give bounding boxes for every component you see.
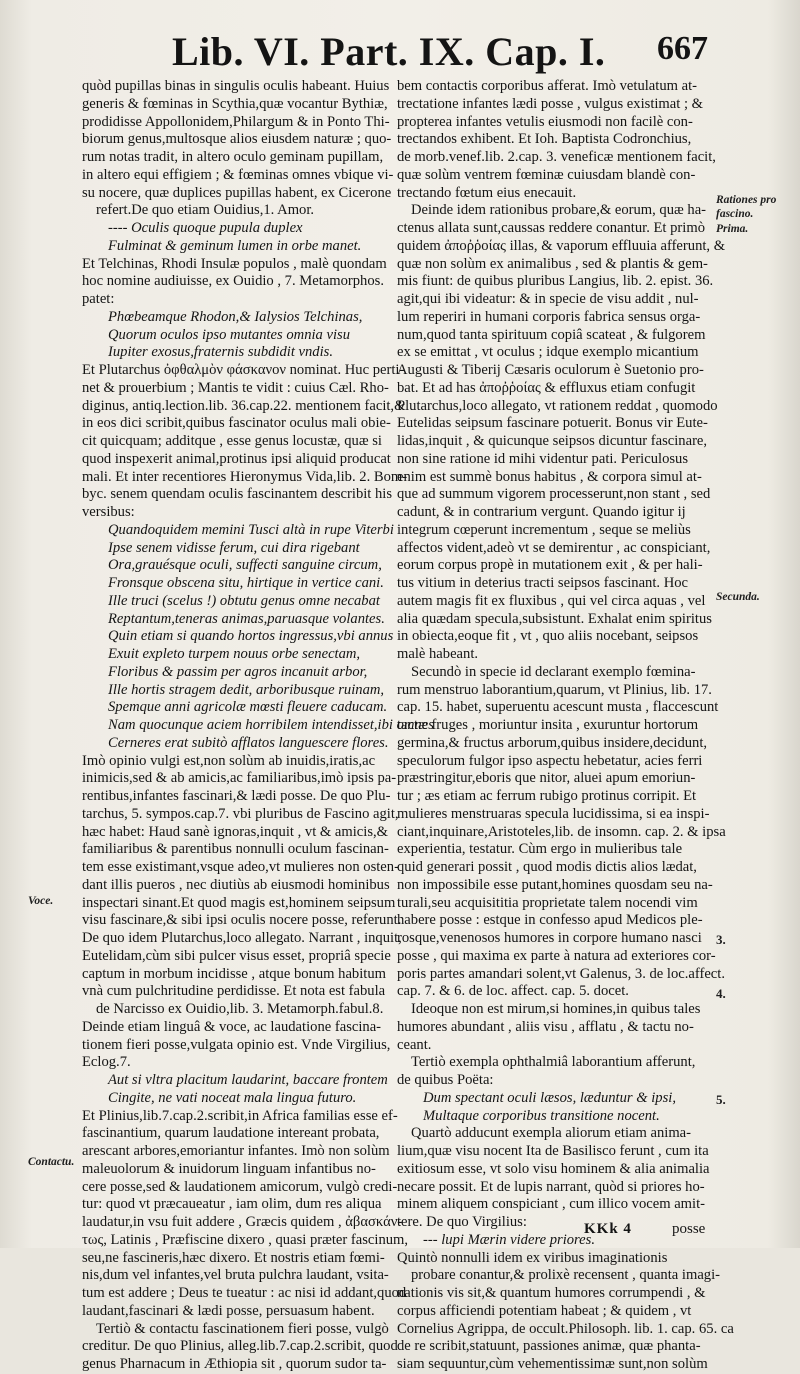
left-column-line: Ille truci (scelus !) obtutu genus omne necabat bbox=[108, 592, 380, 609]
left-column-line: genus Pharnacum in Æthiopia sit , quorum sudor ta- bbox=[82, 1356, 387, 1372]
right-column-line: --- lupi Mærin videre priores. bbox=[423, 1231, 595, 1248]
right-column-line: eorum corpus propè in mutationem exit , & per hali- bbox=[397, 557, 703, 574]
left-column-line: Ipse senem vidisse ferum, cui dira rigebant bbox=[108, 539, 360, 556]
left-column-line: Deinde etiam linguâ & voce, ac laudatione fascina- bbox=[82, 1018, 382, 1035]
left-column-line: Eutelidam,cùm sibi pulcer visus esset, propriâ specie bbox=[82, 947, 391, 964]
page-header bbox=[150, 26, 710, 76]
left-column-line: Spemque anni agricolæ mœsti fleuere caducam. bbox=[108, 699, 388, 716]
right-column-line: Eutelidas seipsum fascinare potuerit. Bonus vir Eute- bbox=[397, 415, 708, 432]
left-column-line: Iupiter exosus,fraternis subdidit vndis. bbox=[108, 344, 333, 361]
left-column-line: in eos dici scribit,quibus fascinator oculus mali obie- bbox=[82, 415, 391, 432]
left-column-line: Exuit expleto turpem nouus orbe senectam, bbox=[108, 646, 361, 662]
left-column-line: seu,ne fascineris,hæc dixero. Et nostris etiam fœmi- bbox=[82, 1249, 385, 1266]
left-column-line: familiaribus & parentibus nonnulli oculum fascinan- bbox=[82, 841, 389, 858]
left-column-line: τως, Latinis , Præfiscine dixero , quasi præter fascinum, bbox=[82, 1231, 409, 1248]
margin-note-voce: Voce. bbox=[28, 895, 54, 907]
right-column-line: de re scribit,statuunt, passiones animæ, quæ phanta- bbox=[397, 1338, 701, 1355]
right-column-line: experientia, testatur. Cùm ergo in mulieribus tale bbox=[397, 841, 683, 858]
left-column-line: Reptantum,teneras animas,paruasque volantes. bbox=[108, 610, 385, 627]
left-column-line: fascinantium, quarum laudatione intereant probata, bbox=[82, 1125, 380, 1142]
margin-note-rationes: Rationes pro fascino. bbox=[716, 194, 777, 220]
right-column-line: necare possit. Et de lupis narrant, quòd si priores ho- bbox=[397, 1178, 705, 1195]
right-column-line: exitiosum esse, vt solo visu hominem & alia animalia bbox=[397, 1160, 710, 1177]
right-column-line: Tertiò exempla ophthalmiâ laborantium afferunt, bbox=[411, 1054, 696, 1071]
left-column-line: Tertiò & contactu fascinationem fieri posse, vulgò bbox=[96, 1320, 389, 1337]
right-column-line: Quartò adducunt exempla aliorum etiam anima- bbox=[411, 1125, 692, 1142]
left-column-line: hoc nomine audiuisse, ex Ouidio , 7. Metamorphos. bbox=[82, 273, 384, 290]
right-column-line: minem aliquem conspiciant , cum illico vocem amit- bbox=[397, 1196, 706, 1213]
left-column-line: arescant arbores,emoriantur infantes. Imò non solùm bbox=[82, 1143, 390, 1159]
right-column-line: speculorum fulgor ipso aspectu hebetatur, acies ferri bbox=[397, 752, 703, 769]
left-column-line: rum notas tradit, in altero oculo geminam pupillam, bbox=[82, 149, 384, 165]
right-column-line: ceant. bbox=[397, 1036, 432, 1053]
left-column-line: quod inspexerit animal,protinus ipsi aliquid producat bbox=[82, 450, 391, 467]
right-column-line: habere posse : estque in confesso apud Medicos ple- bbox=[397, 912, 703, 929]
right-column-line: lidas,inquit , & quicunque seipsos dicuntur fascinare, bbox=[397, 433, 708, 449]
right-column-line: trectandos exhibent. Et Ioh. Baptista Codronchius, bbox=[397, 131, 692, 148]
left-column-line: mali. Et inter recentiores Hieronymus Vida,lib. 2. Bom- bbox=[82, 468, 408, 485]
left-column-line: Et Plutarchus ὀφθαλμὸν φάσκανον nominat. Huc perti- bbox=[82, 362, 405, 378]
right-column-line: Dum spectant oculi læsos, læduntur & ipsi, bbox=[423, 1089, 676, 1106]
left-column-line: inspectari sinant.Et quod magis est,hominem seipsum bbox=[82, 894, 396, 911]
left-column-line: Phœbeamque Rhodon,& Ialysios Telchinas, bbox=[108, 308, 363, 325]
left-column-line: creditur. De quo Plinius, alleg.lib.7.cap.2.scribit, quod bbox=[82, 1338, 398, 1355]
right-column-line: præstringitur,eboris que nitor, aluei apum emoriun- bbox=[397, 770, 696, 787]
right-column-line: quæ non solùm ex animalibus , sed & plantis & gem- bbox=[397, 255, 708, 272]
right-column-line: Quintò nonnulli idem ex viribus imaginationis bbox=[397, 1249, 668, 1266]
left-column-line: Ille hortis stragem dedit, arboribusque ruinam, bbox=[108, 681, 385, 698]
right-column-line: rosque,venenosos humores in corpore humano nasci bbox=[397, 930, 702, 946]
left-column-line: Ora,grauésque oculi, suffecti sanguine circum, bbox=[108, 557, 382, 574]
left-column-line: laudatur,in vsu fuit addere , Græcis quidem , ἀβασκάν- bbox=[82, 1214, 403, 1230]
right-column-line: tere. De quo Virgilius: bbox=[397, 1214, 527, 1230]
left-column-line: rentibus,infantes fascinari,& lædi posse. De quo Plu- bbox=[82, 788, 391, 804]
left-column-line: patet: bbox=[82, 291, 115, 307]
right-column-line: siam sequuntur,cùm vehementissimæ sunt,non solùm bbox=[397, 1356, 708, 1372]
right-column-line: mis fiunt: de quibus pluribus Langius, lib. 2. epist. 36. bbox=[397, 273, 714, 290]
right-column-line: autem magis fit ex fluxibus , qui vel circa aquas , vel bbox=[397, 592, 706, 609]
left-column-line: ---- Oculis quoque pupula duplex bbox=[108, 220, 303, 236]
left-column-line: tem esse existimant,vsque adeo,vt mulieres non osten- bbox=[82, 859, 399, 875]
margin-note-prima: Prima. bbox=[716, 223, 749, 235]
left-column-line: Et Telchinas, Rhodi Insulæ populos , malè quondam bbox=[82, 255, 387, 272]
right-column-line: quidem ἀποῤῥοίας illas, & vaporum effluuia afferunt, & bbox=[397, 237, 726, 254]
right-column-line: Plutarchus,loco allegato, vt rationem reddat , quomodo bbox=[397, 397, 718, 414]
page-footer bbox=[560, 1221, 720, 1241]
right-column-line: que ad summum vigorem processerunt,non stant , sed bbox=[397, 486, 711, 503]
left-column-line: laudant,fascinari & lædi posse, persuasum habent. bbox=[82, 1302, 375, 1319]
left-column-line: Imò opinio vulgi est,non solùm ab inuidis,iratis,ac bbox=[82, 752, 376, 769]
right-column-line: tur ; æs etiam ac ferrum rubigo protinus corripit. Et bbox=[397, 788, 697, 804]
right-column-line: trectatione infantes lædi posse , vulgus existimat ; & bbox=[397, 95, 704, 112]
right-column-line: cap. 7. & 6. de loc. affect. cap. 5. docet. bbox=[397, 983, 629, 1000]
left-column-line: De quo idem Plutarchus,loco allegato. Narrant , inquit, bbox=[82, 930, 402, 946]
left-column-line: Nam quocunque aciem horribilem intendisset,ibi omnes bbox=[108, 717, 434, 733]
left-column-line: biorum genus,multosque alios eiusdem naturæ ; quo- bbox=[82, 131, 392, 148]
right-column-line: non sine ratione id mihi videntur pati. Periculosus bbox=[397, 450, 689, 467]
right-column-line: Cornelius Agrippa, de occult.Philosoph. lib. 1. cap. 65. ca bbox=[397, 1320, 734, 1337]
right-column-line: mulieres menstruaras specula lucidissima, si ea inspi- bbox=[397, 805, 710, 822]
right-column-line: enim est summè bonus habitus , & corpora simul at- bbox=[397, 468, 702, 485]
right-column-line: ciant,inquinare,Aristoteles,lib. de insomn. cap. 2. & ipsa bbox=[397, 823, 726, 840]
left-column-line: captum in morbum incidisse , atque bonum habitum bbox=[82, 965, 386, 982]
left-column-line: Aut si vltra placitum laudarint, baccare frontem bbox=[108, 1072, 388, 1088]
right-column-line: cadunt, & in contrarium vergunt. Quando igitur ij bbox=[397, 504, 686, 520]
right-column-line: bat. Et ad has ἀποῤῥοίας & effluxus etiam confugit bbox=[397, 379, 696, 396]
left-column-line: maleuolorum & inuidorum linguam infantibus no- bbox=[82, 1160, 376, 1177]
left-column-line: versibus: bbox=[82, 504, 135, 520]
left-column-line: Cingite, ne vati noceat mala lingua futuro. bbox=[108, 1089, 357, 1106]
right-column-line: Ideoque non est mirum,si homines,in quibus tales bbox=[411, 1001, 701, 1017]
left-column-line: nis,dum vel infantes,vel bruta pulchra laudant, vsita- bbox=[82, 1267, 389, 1284]
left-column-line: dant illis pueros , nec diutiùs ab eiusmodi hominibus bbox=[82, 876, 390, 893]
right-column-line: lum reperiri in humani corporis fabrica sensus orga- bbox=[397, 308, 701, 325]
left-column-line: diginus, antiq.lection.lib. 36.cap.22. mentionem facit,& bbox=[82, 397, 406, 414]
right-column-line: tus vitium in deterius tracti seipsos fascinant. Hoc bbox=[397, 575, 689, 591]
right-column-line: cap. 15. habet, superuentu acescunt musta , flaccescunt bbox=[397, 699, 719, 716]
margin-note-secunda: Secunda. bbox=[716, 591, 760, 603]
right-column-line: Augusti & Tiberij Cæsaris oculorum è Suetonio pro- bbox=[397, 362, 704, 378]
left-column-line: tur: quod vt præcaueatur , iam olim, dum res aliqua bbox=[82, 1196, 382, 1213]
margin-note-quinta: 5. bbox=[716, 1092, 726, 1107]
right-column-line: non impossibile esse putant,homines quosdam seu na- bbox=[397, 876, 713, 893]
right-column-line: affectos vident,adeò vt se demirentur , ac conspiciant, bbox=[397, 539, 711, 556]
right-column-line: Secundò in specie id declarant exemplo fœmina- bbox=[411, 663, 696, 680]
right-column-line: trectando fœtum eius enecauit. bbox=[397, 184, 577, 201]
left-column-line: Eclog.7. bbox=[82, 1054, 131, 1071]
right-column-line: num,quod tanta spirituum copiâ scateat , & fulgorem bbox=[397, 326, 706, 343]
right-column-line: rum menstruo laborantium,quarum, vt Plinius, lib. 17. bbox=[397, 681, 712, 698]
left-column-line: hæc habet: Haud sanè ignoras,inquit , vt & amicis,& bbox=[82, 823, 389, 840]
left-column-line: inimicis,sed & ab amicis,ac familiaribus,imò ipsis pa- bbox=[82, 770, 397, 787]
left-column-line: tum est addere ; Deus te tueatur : ac nisi id addant,quod bbox=[82, 1285, 407, 1301]
right-column-line: germina,& fructus arborum,quibus insidere,decidunt, bbox=[397, 734, 708, 751]
left-column-line: su nocere, quæ duplices pupillas habent, ex Cicerone bbox=[82, 184, 392, 201]
margin-note-quarta: 4. bbox=[716, 986, 726, 1001]
signature-mark: KKk 4 bbox=[584, 1221, 632, 1237]
left-column-line: Quin etiam si quando hortos ingressus,vbi annus bbox=[108, 628, 394, 645]
right-column-line: malè habeant. bbox=[397, 646, 479, 662]
right-column-line: quæ solùm ventrem fœminæ cuiusdam blandè con- bbox=[397, 166, 696, 183]
left-column-line: quòd pupillas binas in singulis oculis habeant. Huius bbox=[82, 78, 390, 94]
right-column-line: agit,qui ibi videatur: & in specie de visu addit , nul- bbox=[397, 291, 699, 307]
left-column-line: in altero equi effigiem ; & fœminas omnes vbique vi- bbox=[82, 166, 394, 183]
left-column-line: Et Plinius,lib.7.cap.2.scribit,in Africa familias esse ef- bbox=[82, 1107, 398, 1124]
page-number: 667 bbox=[657, 30, 708, 67]
left-column-line: refert.De quo etiam Ouidius,1. Amor. bbox=[96, 202, 315, 219]
margin-note-contactu: Contactu. bbox=[28, 1156, 75, 1168]
left-column-line: cere posse,sed & laudationem amicorum, vulgò credi- bbox=[82, 1178, 398, 1195]
left-column-line: byc. senem quendam oculis fascinantem describit his bbox=[82, 486, 393, 503]
running-head: Lib. VI. Part. IX. Cap. I. bbox=[172, 29, 606, 74]
right-column-line: ctenus allata sunt,caussas reddere conantur. Et primò bbox=[397, 220, 705, 236]
left-column-line: net & prouerbium ; Mantis te vidit : cuius Cæl. Rho- bbox=[82, 379, 389, 396]
right-column-line: posse , qui maxima ex parte à natura ad exteriores cor- bbox=[397, 947, 716, 964]
right-column-line: de morb.venef.lib. 2.cap. 3. veneficæ mentionem facit, bbox=[397, 149, 716, 165]
left-column-line: visu fascinare,& sibi ipsi oculis nocere posse, referunt. bbox=[82, 912, 402, 929]
left-column-line: Floribus & passim per agros incanuit arbor, bbox=[108, 663, 368, 680]
right-column-line: probare conantur,& prolixè recensent , quanta imagi- bbox=[411, 1267, 721, 1284]
catchword: posse bbox=[672, 1221, 706, 1237]
right-column-line: bem contactis corporibus afferat. Imò vetulatum at- bbox=[397, 78, 698, 94]
left-column-line: Quandoquidem memini Tusci altà in rupe Viterbi bbox=[108, 521, 394, 538]
right-column-line: tactæ fruges , moriuntur insita , exuruntur hortorum bbox=[397, 717, 699, 733]
right-column-line: Deinde idem rationibus probare,& eorum, quæ ha- bbox=[411, 202, 707, 219]
left-column-line: tionem fieri posse,vulgata opinio est. Vnde Virgilius, bbox=[82, 1036, 391, 1053]
right-column-line: humores abundant , aliis visu , afflatu , & tactu no- bbox=[397, 1018, 694, 1035]
left-column-line: Cerneres erat subitò afflatos languescere flores. bbox=[108, 734, 389, 751]
right-column-line: de quibus Poëta: bbox=[397, 1072, 494, 1088]
left-column-line: generis & fœminas in Scythia,quæ vocantur Bythiæ, bbox=[82, 95, 388, 112]
right-column-line: propterea infantes vetulis eiusmodi non facilè con- bbox=[397, 113, 693, 130]
right-column-line: ex se emittat , vt oculus ; idque exemplo micantium bbox=[397, 344, 699, 361]
right-column-line: in obiecta,eoque fit , vt , quo aliis nocebant, seipsos bbox=[397, 628, 699, 645]
right-column-line: poris partes amandari solent,vt Galenus, 3. de loc.affect. bbox=[397, 965, 725, 982]
right-column-line: Multaque corporibus transitione nocent. bbox=[423, 1107, 660, 1124]
right-column-line: quid generari possit , quod modis dictis alios lædat, bbox=[397, 859, 697, 875]
right-column-line: corpus afficiendi potentiam habeat ; & quidem , vt bbox=[397, 1302, 692, 1319]
right-column-line: turali,seu acquisititia proprietate talem nocendi vim bbox=[397, 894, 698, 911]
left-column-line: prodidisse Appollonidem,Philargum & in Ponto Thi- bbox=[82, 113, 390, 130]
right-column-line: nationis vis sit,& quantum humores corrumpendi , & bbox=[397, 1285, 706, 1301]
left-column-line: Fronsque obscena situ, hirtique in vertice cani. bbox=[108, 575, 384, 591]
right-column-line: integrum cœperunt incrementum , seque se meliùs bbox=[397, 521, 691, 538]
left-column-line: tarchus, 5. sympos.cap.7. vbi pluribus de Fascino agit, bbox=[82, 805, 399, 822]
left-column-line: de Narcisso ex Ouidio,lib. 3. Metamorph.fabul.8. bbox=[96, 1001, 384, 1017]
right-column-line: lium,quæ visu nocent Ita de Basilisco ferunt , cum ita bbox=[397, 1143, 709, 1159]
left-column-line: cit quicquam; additque , esse genus locustæ, quæ si bbox=[82, 433, 382, 449]
margin-note-tertia: 3. bbox=[716, 932, 726, 947]
left-column-line: vnà cum pulchritudine perdidisse. Et nota est fabula bbox=[82, 983, 386, 1000]
left-column-line: Quorum oculos ipso mutantes omnia visu bbox=[108, 326, 351, 343]
left-column-line: Fulminat & geminum lumen in orbe manet. bbox=[108, 237, 362, 254]
right-column-line: alia quædam specula,subsistunt. Exhalat enim spiritus bbox=[397, 610, 712, 627]
